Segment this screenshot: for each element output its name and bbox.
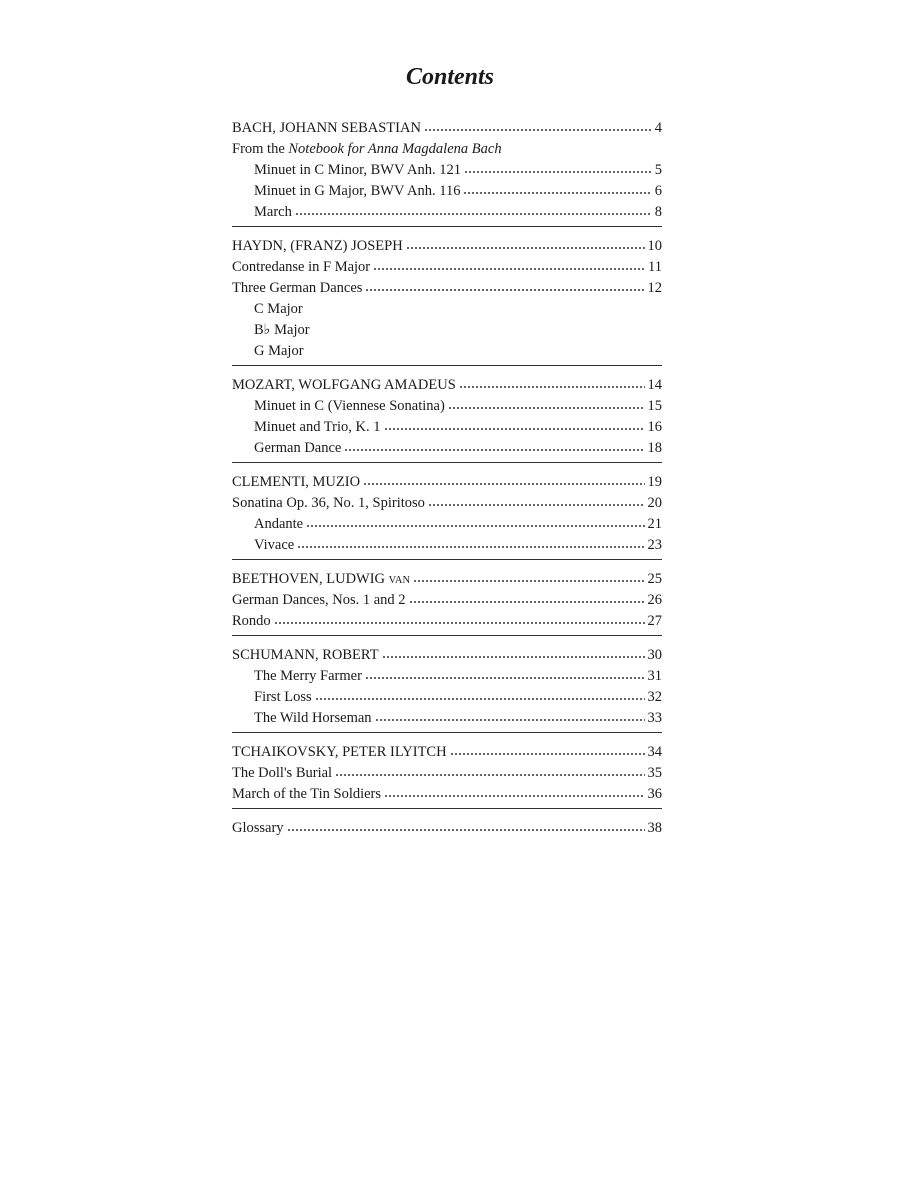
toc-entry xyxy=(232,396,662,417)
toc-entry-label xyxy=(232,472,360,493)
toc-entry-label xyxy=(232,763,332,784)
toc-entry-page: 26 xyxy=(647,592,662,608)
toc-entry-label-text: HAYDN, (FRANZ) JOSEPH xyxy=(232,238,403,254)
toc-section xyxy=(232,472,662,560)
toc-entry-label xyxy=(254,320,310,341)
toc-entry-label-text: The Doll's Burial xyxy=(232,765,333,781)
dot-leader xyxy=(295,212,652,216)
dot-leader xyxy=(413,579,644,583)
dot-leader xyxy=(274,621,645,625)
dot-leader xyxy=(450,752,645,756)
toc-entry-label-text: MOZART, WOLFGANG AMADEUS xyxy=(232,377,456,393)
toc-entry-label-text: March xyxy=(254,204,292,220)
toc-entry xyxy=(232,278,662,299)
dot-leader xyxy=(315,697,645,701)
toc-entry xyxy=(232,160,662,181)
toc-entry-label xyxy=(232,375,456,396)
toc-entry xyxy=(232,645,662,666)
toc-entry-page: 25 xyxy=(647,571,662,587)
dot-leader xyxy=(382,655,645,659)
dot-leader xyxy=(464,170,652,174)
toc-entry-label xyxy=(254,341,304,362)
toc-entry xyxy=(232,611,662,632)
toc-entry-label-text: Andante xyxy=(254,516,304,532)
toc-entry-label-smallcaps: VAN xyxy=(388,575,411,586)
dot-leader xyxy=(306,524,644,528)
toc-section xyxy=(232,818,662,842)
toc-entry-label-text: Minuet and Trio, K. 1 xyxy=(254,419,381,435)
toc-entry-page: 14 xyxy=(647,377,662,393)
toc-section xyxy=(232,375,662,463)
toc-entry-label-text: BEETHOVEN, LUDWIG xyxy=(232,571,389,587)
toc-section xyxy=(232,645,662,733)
toc-entry xyxy=(232,818,662,839)
toc-entry-label xyxy=(254,438,341,459)
toc-entry xyxy=(232,535,662,556)
toc-entry-page: 16 xyxy=(647,419,662,435)
toc-entry-label xyxy=(232,139,502,160)
dot-leader xyxy=(428,503,645,507)
dot-leader xyxy=(406,246,645,250)
toc-section xyxy=(232,118,662,227)
toc-entry-page: 8 xyxy=(654,204,662,220)
toc-entry-page: 27 xyxy=(647,613,662,629)
toc-entry-page: 23 xyxy=(647,537,662,553)
toc-entry-label xyxy=(232,257,370,278)
dot-leader xyxy=(375,718,645,722)
toc-entry-page: 31 xyxy=(647,668,662,684)
toc-entry-page: 10 xyxy=(647,238,662,254)
dot-leader xyxy=(344,448,644,452)
toc-entry-label-text: German Dance xyxy=(254,440,342,456)
toc-entry-page: 20 xyxy=(647,495,662,511)
dot-leader xyxy=(424,128,652,132)
toc-entry xyxy=(232,341,662,362)
toc-entry-page: 18 xyxy=(647,440,662,456)
toc-entry xyxy=(232,236,662,257)
toc-entry-label xyxy=(254,535,294,556)
toc-entry-label-text: Minuet in G Major, BWV Anh. 116 xyxy=(254,183,461,199)
toc-entry-label xyxy=(254,181,460,202)
toc-entry xyxy=(232,320,662,341)
toc-entry-label-italic: Notebook for Anna Magdalena Bach xyxy=(288,141,502,157)
toc-entry xyxy=(232,569,662,590)
toc-entry xyxy=(232,708,662,729)
toc-entry-label-text: German Dances, Nos. 1 and 2 xyxy=(232,592,406,608)
toc-entry-page: 12 xyxy=(647,280,662,296)
toc-section xyxy=(232,236,662,366)
toc-entry xyxy=(232,666,662,687)
toc-entry-label xyxy=(254,687,312,708)
toc-entry-page: 30 xyxy=(647,647,662,663)
toc-entry-page: 11 xyxy=(648,259,662,275)
toc-entry-page: 38 xyxy=(647,820,662,836)
dot-leader xyxy=(448,406,645,410)
dot-leader xyxy=(384,427,645,431)
toc-entry-label-text: March of the Tin Soldiers xyxy=(232,786,382,802)
toc-entry-page: 34 xyxy=(647,744,662,760)
dot-leader xyxy=(287,828,645,832)
toc-entry-label-text: Minuet in C Minor, BWV Anh. 121 xyxy=(254,162,461,178)
toc-entry-label-text: B♭ Major xyxy=(254,322,310,338)
toc-entry-label-text: Three German Dances xyxy=(232,280,363,296)
toc-entry-page: 32 xyxy=(647,689,662,705)
toc-entry-label-text: SCHUMANN, ROBERT xyxy=(232,647,379,663)
toc-entry xyxy=(232,202,662,223)
dot-leader xyxy=(335,773,644,777)
toc-entry-label xyxy=(254,417,381,438)
toc-entry xyxy=(232,417,662,438)
toc-entry xyxy=(232,514,662,535)
toc-entry xyxy=(232,784,662,805)
toc-entry xyxy=(232,438,662,459)
toc-entry xyxy=(232,118,662,139)
toc-entry xyxy=(232,590,662,611)
toc-entry-label xyxy=(232,278,362,299)
toc-entry xyxy=(232,763,662,784)
toc-entry-label-text: Glossary xyxy=(232,820,284,836)
toc-section xyxy=(232,742,662,809)
toc-entry-page: 33 xyxy=(647,710,662,726)
toc-entry xyxy=(232,472,662,493)
toc-entry-label xyxy=(232,818,284,839)
dot-leader xyxy=(409,600,645,604)
toc-entry xyxy=(232,139,662,160)
dot-leader xyxy=(373,267,645,271)
toc-entry-label-text: C Major xyxy=(254,301,303,317)
toc-entry-label-text: The Merry Farmer xyxy=(254,668,362,684)
dot-leader xyxy=(365,676,645,680)
toc-entry-label-text: Sonatina Op. 36, No. 1, Spiritoso xyxy=(232,495,425,511)
toc-entry-label-prefix: From the xyxy=(232,141,289,157)
toc-section xyxy=(232,569,662,636)
table-of-contents xyxy=(232,118,662,851)
toc-entry-page: 36 xyxy=(647,786,662,802)
toc-entry xyxy=(232,375,662,396)
toc-entry-label-text: Contredanse in F Major xyxy=(232,259,371,275)
toc-entry-label xyxy=(254,708,372,729)
toc-entry xyxy=(232,257,662,278)
dot-leader xyxy=(365,288,644,292)
toc-entry-label xyxy=(254,299,303,320)
toc-entry-page: 4 xyxy=(654,120,662,136)
toc-entry-page: 5 xyxy=(654,162,662,178)
toc-entry-label xyxy=(232,118,421,139)
page-title: Contents xyxy=(405,64,495,90)
toc-entry xyxy=(232,181,662,202)
toc-entry-label xyxy=(232,590,406,611)
toc-entry-page: 21 xyxy=(647,516,662,532)
toc-entry-label xyxy=(232,611,271,632)
dot-leader xyxy=(384,794,644,798)
toc-entry-label-text: G Major xyxy=(254,343,304,359)
toc-entry-label xyxy=(254,396,445,417)
toc-entry-label-text: The Wild Horseman xyxy=(254,710,372,726)
dot-leader xyxy=(463,191,651,195)
toc-entry-label xyxy=(232,236,403,257)
toc-entry-label xyxy=(254,160,461,181)
dot-leader xyxy=(459,385,645,389)
toc-entry-label xyxy=(232,645,379,666)
toc-entry-label-text: Vivace xyxy=(254,537,295,553)
toc-entry-label-text: TCHAIKOVSKY, PETER ILYITCH xyxy=(232,744,447,760)
toc-entry-page: 19 xyxy=(647,474,662,490)
toc-entry-label xyxy=(254,202,292,223)
dot-leader xyxy=(297,545,644,549)
toc-entry-label xyxy=(232,569,410,591)
toc-entry xyxy=(232,299,662,320)
toc-entry-label-text: BACH, JOHANN SEBASTIAN xyxy=(232,120,421,136)
toc-entry-label xyxy=(232,493,425,514)
toc-entry-page: 15 xyxy=(647,398,662,414)
toc-entry-label-text: Minuet in C (Viennese Sonatina) xyxy=(254,398,445,414)
toc-entry-label-text: Rondo xyxy=(232,613,271,629)
toc-entry xyxy=(232,742,662,763)
toc-entry-page: 6 xyxy=(654,183,662,199)
toc-entry-page: 35 xyxy=(647,765,662,781)
toc-entry-label-text: CLEMENTI, MUZIO xyxy=(232,474,361,490)
toc-entry-label xyxy=(232,784,381,805)
toc-entry-label xyxy=(254,514,303,535)
toc-entry-label xyxy=(254,666,362,687)
toc-entry xyxy=(232,687,662,708)
toc-entry xyxy=(232,493,662,514)
toc-entry-label xyxy=(232,742,447,763)
toc-entry-label-text: First Loss xyxy=(254,689,312,705)
dot-leader xyxy=(363,482,644,486)
